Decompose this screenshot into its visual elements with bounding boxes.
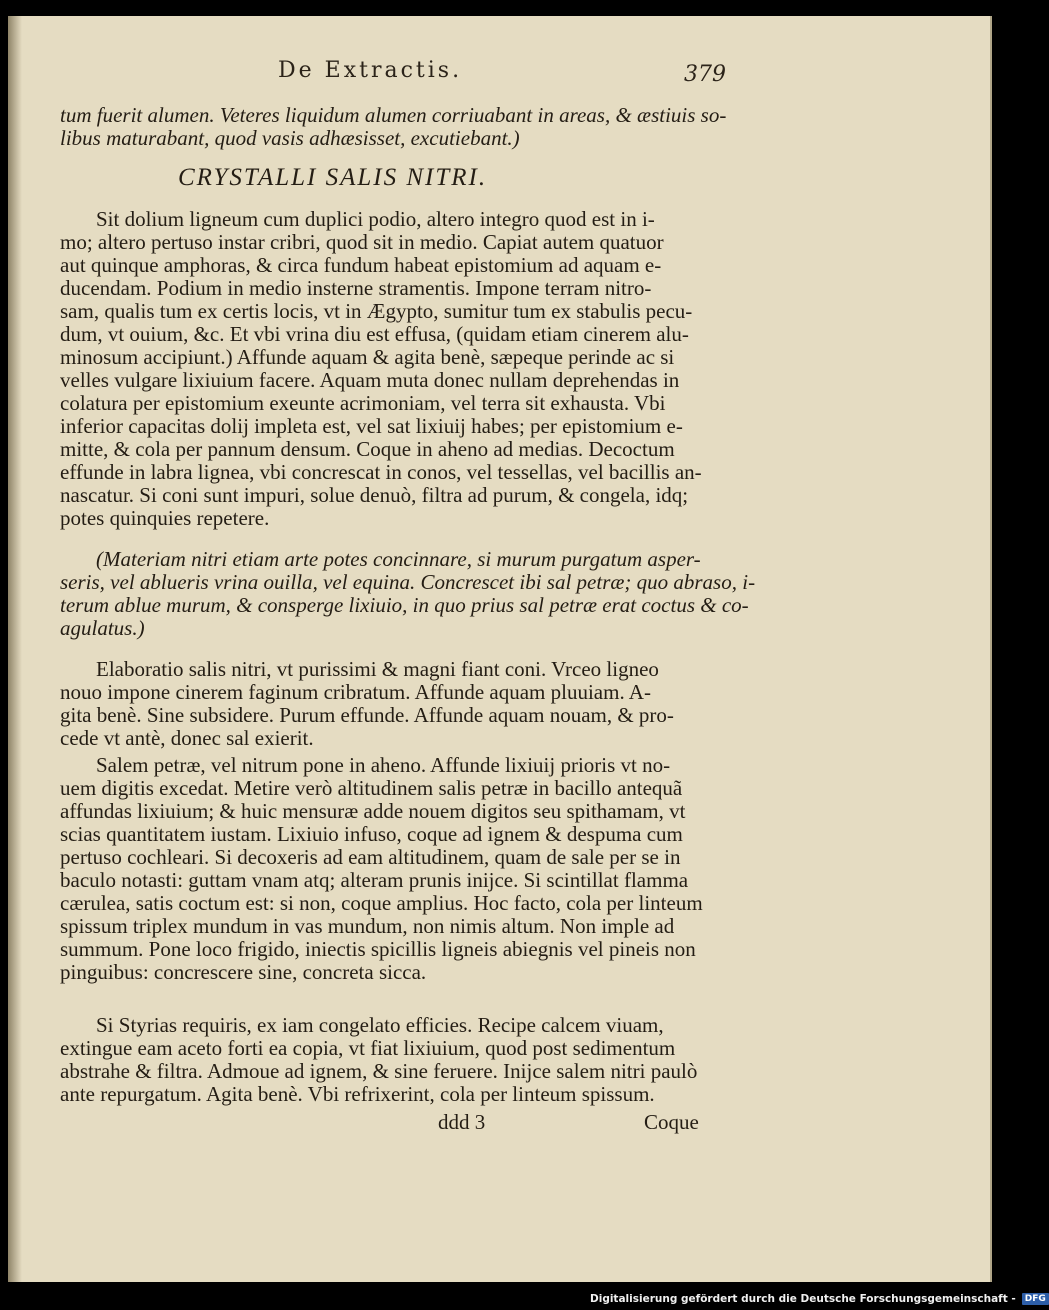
text-line: Elaboratio salis nitri, vt purissimi & magni fiant coni. Vrceo ligneo — [96, 657, 659, 681]
text-line: Si Styrias requiris, ex iam congelato efficies. Recipe calcem viuam, — [96, 1013, 664, 1037]
text-line: velles vulgare lixiuium facere. Aquam muta donec nullam deprehendas in — [60, 368, 680, 392]
text-line: uem digitis excedat. Metire verò altitudinem salis petræ in bacillo antequã — [60, 776, 683, 800]
book-page — [8, 16, 992, 1282]
text-line: baculo notasti: guttam vnam atq; alteram prunis inijce. Si scintillat flamma — [60, 868, 689, 892]
paragraph-italic-note — [60, 547, 756, 640]
text-line: ducendam. Podium in medio insterne stramentis. Impone terram nitro- — [60, 276, 652, 300]
text-line: abstrahe & filtra. Admoue ad ignem, & sine feruere. Inijce salem nitri paulò — [60, 1059, 698, 1083]
text-line: terum ablue murum, & consperge lixiuio, in quo prius sal petræ erat coctus & co- — [60, 593, 749, 617]
text-line: nascatur. Si coni sunt impuri, solue denuò, filtra ad purum, & congela, idq; — [60, 483, 689, 507]
paragraph-4 — [60, 1014, 750, 1106]
footer-credit-text: Digitalisierung gefördert durch die Deutsche Forschungsgemeinschaft - — [590, 1293, 1016, 1305]
digitization-footer — [590, 1291, 1049, 1307]
page-number: 379 — [684, 62, 726, 87]
text-line: pinguibus: concrescere sine, concreta sicca. — [60, 960, 427, 984]
page-gutter-shadow — [8, 16, 22, 1282]
text-line: aut quinque amphoras, & circa fundum habeat epistomium ad aquam e- — [60, 253, 662, 277]
text-line: agulatus.) — [60, 616, 145, 640]
text-line: gita benè. Sine subsidere. Purum effunde. Affunde aquam nouam, & pro- — [60, 703, 674, 727]
running-head: De Extractis. — [278, 58, 463, 83]
catchword: Coque — [644, 1110, 699, 1134]
paragraph-1 — [60, 208, 750, 530]
text-line: sam, qualis tum ex certis locis, vt in Ægypto, sumitur tum ex stabulis pecu- — [60, 299, 693, 323]
text-line: extingue eam aceto forti ea copia, vt fiat lixiuium, quod post sedimentum — [60, 1036, 676, 1060]
text-line: Salem petræ, vel nitrum pone in aheno. Affunde lixiuij prioris vt no- — [96, 753, 671, 777]
dfg-logo[interactable]: DFG — [1022, 1293, 1049, 1305]
text-line: scias quantitatem iustam. Lixiuio infuso, coque ad ignem & despuma cum — [60, 822, 683, 846]
text-line: libus maturabant, quod vasis adhæsisset, excutiebant.) — [60, 126, 520, 150]
text-line: affundas lixiuium; & huic mensuræ adde nouem digitos seu spithamam, vt — [60, 799, 686, 823]
text-line: nouo impone cinerem faginum cribratum. Affunde aquam pluuiam. A- — [60, 680, 651, 704]
signature-mark: ddd 3 — [438, 1110, 486, 1134]
text-line: inferior capacitas dolij impleta est, vel sat lixiuij habes; per epistomium e- — [60, 414, 683, 438]
paragraph-2 — [60, 658, 750, 750]
text-line: potes quinquies repetere. — [60, 506, 270, 530]
text-line: colatura per epistomium exeunte acrimoniam, vel terra sit exhausta. Vbi — [60, 391, 666, 415]
text-line: cærulea, satis coctum est: si non, coque amplius. Hoc facto, cola per linteum — [60, 891, 703, 915]
text-line: ante repurgatum. Agita benè. Vbi refrixerint, cola per linteum spissum. — [60, 1082, 655, 1106]
text-line: tum fuerit alumen. Veteres liquidum alumen corriuabant in areas, & æstiuis so- — [60, 103, 727, 127]
text-line: (Materiam nitri etiam arte potes concinnare, si murum purgatum asper- — [96, 547, 701, 571]
text-line: spissum triplex mundum in vas mundum, non nimis altum. Non imple ad — [60, 914, 675, 938]
paragraph-3 — [60, 754, 750, 984]
text-line: seris, vel ablueris vrina ouilla, vel equina. Concrescet ibi sal petræ; quo abraso, i- — [60, 570, 756, 594]
text-line: summum. Pone loco frigido, iniectis spicillis ligneis abiegnis vel pineis non — [60, 937, 696, 961]
text-line: dum, vt ouium, &c. Et vbi vrina diu est effusa, (quidam etiam cinerem alu- — [60, 322, 689, 346]
text-line: mo; altero pertuso instar cribri, quod sit in medio. Capiat autem quatuor — [60, 230, 664, 254]
text-line: effunde in labra lignea, vbi concrescat in conos, vel tessellas, vel bacillis an- — [60, 460, 702, 484]
text-line: mitte, & cola per pannum densum. Coque in aheno ad medias. Decoctum — [60, 437, 675, 461]
section-heading: CRYSTALLI SALIS NITRI. — [178, 164, 488, 191]
text-line: minosum accipiunt.) Affunde aquam & agita benè, sæpeque perinde ac si — [60, 345, 675, 369]
text-line: Sit dolium ligneum cum duplici podio, altero integro quod est in i- — [96, 207, 655, 231]
text-line: cede vt antè, donec sal exierit. — [60, 726, 314, 750]
text-line: pertuso cochleari. Si decoxeris ad eam altitudinem, quam de sale per se in — [60, 845, 681, 869]
text-block-continuation — [60, 104, 750, 150]
